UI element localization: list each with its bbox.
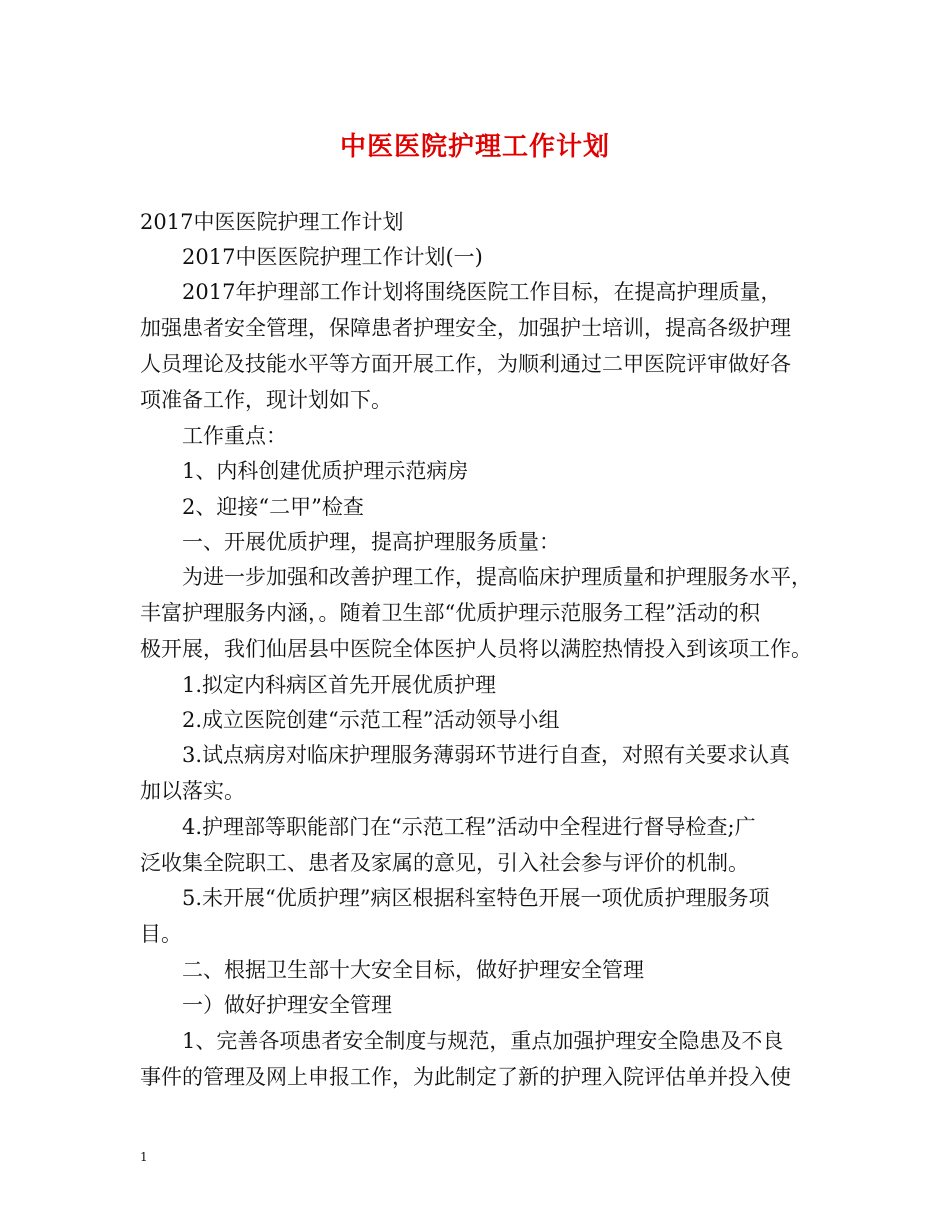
paragraph-line: 2017中医医院护理工作计划 <box>140 210 404 234</box>
paragraph-line: 1.拟定内科病区首先开展优质护理 <box>182 673 497 697</box>
paragraph-line: 2、迎接“二甲”检查 <box>182 495 364 519</box>
document-title: 中医医院护理工作计划 <box>339 132 610 162</box>
paragraph-line: 一）做好护理安全管理 <box>182 993 392 1017</box>
paragraph-line: 一、开展优质护理，提高护理服务质量： <box>182 530 560 554</box>
paragraph-line: 事件的管理及网上申报工作，为此制定了新的护理入院评估单并投入使 <box>140 1065 791 1089</box>
paragraph-line: 加强患者安全管理，保障患者护理安全，加强护士培训，提高各级护理 <box>140 316 791 340</box>
paragraph-line: 2.成立医院创建“示范工程”活动领导小组 <box>182 708 560 732</box>
page-number: 1 <box>140 1150 148 1164</box>
paragraph-line: 泛收集全院职工、患者及家属的意见，引入社会参与评价的机制。 <box>140 851 749 875</box>
paragraph-line: 二、根据卫生部十大安全目标，做好护理安全管理 <box>182 958 644 982</box>
paragraph-line: 1、完善各项患者安全制度与规范，重点加强护理安全隐患及不良 <box>182 1029 784 1053</box>
paragraph-line: 为进一步加强和改善护理工作，提高临床护理质量和护理服务水平， <box>182 565 812 589</box>
paragraph-line: 2017中医医院护理工作计划(一) <box>182 245 483 269</box>
paragraph-line: 4.护理部等职能部门在“示范工程”活动中全程进行督导检查;广 <box>182 815 756 839</box>
paragraph-line: 加以落实。 <box>140 779 245 803</box>
paragraph-line: 工作重点： <box>182 424 287 448</box>
paragraph-line: 丰富护理服务内涵，。随着卫生部“优质护理示范服务工程”活动的积 <box>140 601 760 625</box>
paragraph-line: 1、内科创建优质护理示范病房 <box>182 459 469 483</box>
paragraph-line: 极开展，我们仙居县中医院全体医护人员将以满腔热情投入到该项工作。 <box>140 637 812 661</box>
paragraph-line: 目。 <box>140 922 182 946</box>
paragraph-line: 2017年护理部工作计划将围绕医院工作目标，在提高护理质量， <box>182 280 782 304</box>
paragraph-line: 5.未开展“优质护理”病区根据科室特色开展一项优质护理服务项 <box>182 886 770 910</box>
paragraph-line: 3.试点病房对临床护理服务薄弱环节进行自查，对照有关要求认真 <box>182 743 791 767</box>
paragraph-line: 人员理论及技能水平等方面开展工作，为顺利通过二甲医院评审做好各 <box>140 352 791 376</box>
paragraph-line: 项准备工作，现计划如下。 <box>140 388 392 412</box>
